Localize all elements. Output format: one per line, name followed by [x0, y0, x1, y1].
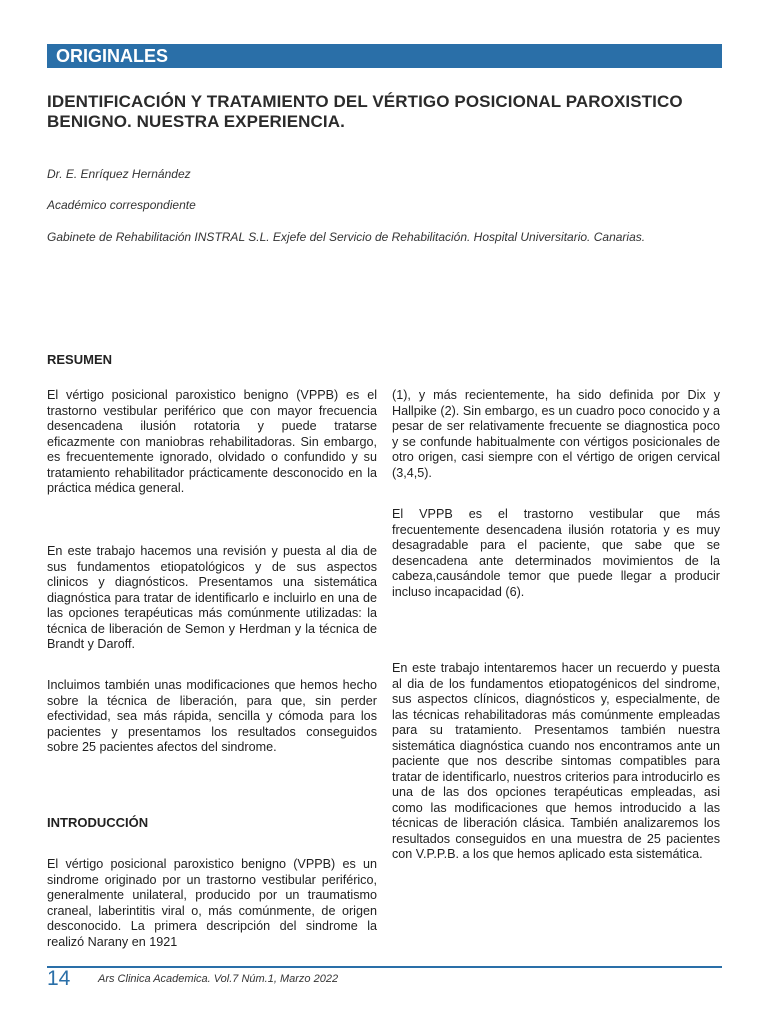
- introduccion-heading: INTRODUCCIÓN: [47, 815, 149, 830]
- section-label: ORIGINALES: [56, 46, 169, 66]
- affiliation: Gabinete de Rehabilitación INSTRAL S.L. Exjefe del Servicio de Rehabilitación. Hospital Universitario. Canarias.: [47, 230, 646, 244]
- footer-rule: [47, 966, 722, 968]
- section-banner: [47, 44, 722, 68]
- journal-citation: Ars Clinica Academica. Vol.7 Núm.1, Marzo 2022: [98, 973, 339, 985]
- resumen-paragraph-1: El vértigo posicional paroxistico benigno (VPPB) es el trastorno vestibular periférico que con mayor frecuencia desencadena ilusión rotatoria y puede tratarse eficazmente con maniobras rehabilitadoras. Sin embargo, es frecuentemente ignorado, olvidado o confundido y su tratamiento rehabilitador prácticamente desconocido en la práctica médica general.: [47, 388, 377, 495]
- author-role: Académico correspondiente: [47, 198, 196, 212]
- article-title: IDENTIFICACIÓN Y TRATAMIENTO DEL VÉRTIGO POSICIONAL PAROXISTICO BENIGNO. NUESTRA EXPERIENCIA.: [47, 92, 683, 131]
- right-paragraph-1: (1), y más recientemente, ha sido definida por Dix y Hallpike (2). Sin embargo, es un cuadro poco conocido y a pesar de ser relativamente frecuente se diagnostica poco y se confunde habitualmente con vértigos posicionales de otro origen, casi siempre con el vértigo de origen cervical (3,4,5).: [392, 388, 720, 480]
- author: Dr. E. Enríquez Hernández: [47, 167, 191, 181]
- resumen-paragraph-2: En este trabajo hacemos una revisión y puesta al dia de sus fundamentos etiopatológicos y de sus aspectos clinicos y diagnósticos. Presentamos una sistemática diagnóstica para tratar de identificarlo e incluirlo en una de las opciones terapéuticas más comúnmente utilizadas: la técnica de liberación de Semon y Herdman y la técnica de Brandt y Daroff.: [47, 544, 377, 651]
- right-paragraph-3: En este trabajo intentaremos hacer un recuerdo y puesta al dia de los fundamentos etiopatogénicos del sindrome, sus aspectos clínicos, diagnósticos y, especialmente, de las técnicas rehabilitadoras más comúnmente empleadas para su tratamiento. Presentamos también nuestra sistemática diagnóstica cuando nos encontramos ante un paciente que nos describe sintomas compatibles para tratar de identificarlo, nuestros criterios para introducirlo es una de las dos opciones terapéuticas empleadas, asi como las modificaciones que hemos introducido a las técnicas de liberación clásica. También analizaremos los resultados conseguidos en una muestra de 25 pacientes con V.P.P.B. a los que hemos aplicado esta sistemática.: [392, 661, 720, 861]
- resumen-paragraph-3: Incluimos también unas modificaciones que hemos hecho sobre la técnica de liberación, para que, sin perder efectividad, sea más rápida, sencilla y cómoda para los pacientes y presentamos los resultados conseguidos sobre 25 pacientes afectos del sindrome.: [47, 678, 377, 754]
- introduccion-paragraph-1: El vértigo posicional paroxistico benigno (VPPB) es un sindrome originado por un trastorno vestibular periférico, generalmente unilateral, producido por un traumatismo craneal, laberintitis viral o, más comúnmente, de origen desconocido. La primera descripción del sindrome la realizó Narany en 1921: [47, 857, 377, 949]
- page-number: 14: [47, 967, 71, 990]
- resumen-heading: RESUMEN: [47, 352, 113, 367]
- right-paragraph-2: El VPPB es el trastorno vestibular que más frecuentemente desencadena ilusión rotatoria y es muy desagradable para el paciente, que sabe que se desencadena ante determinados movimientos de la cabeza,causándole temor que puede llegar a producir incluso incapacidad (6).: [392, 507, 720, 599]
